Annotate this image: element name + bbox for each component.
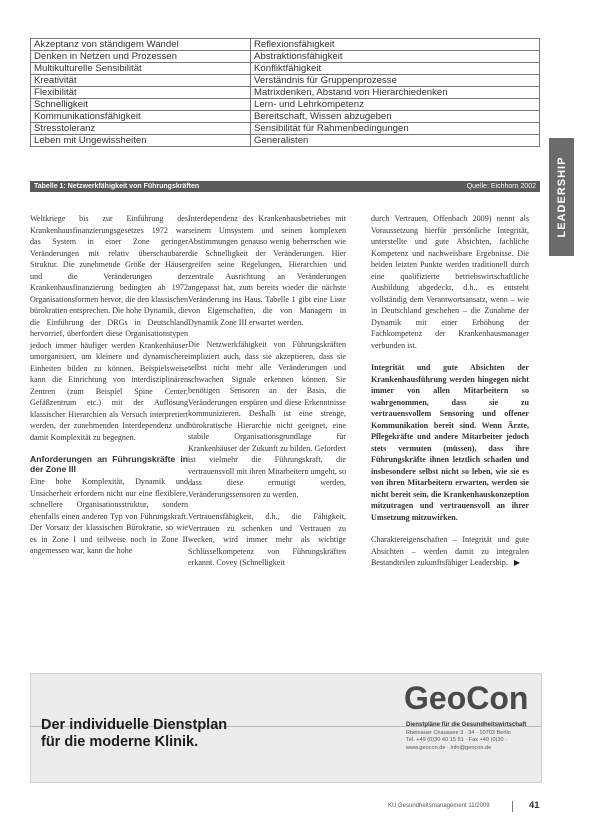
table-row [31, 135, 540, 147]
text-column-2 [188, 213, 346, 580]
table-row [31, 111, 540, 123]
table-caption: Tabelle 1: Netzwerkfähigkeit von Führungskräften [34, 183, 200, 190]
table-source: Quelle: Eichhorn 2002 [466, 183, 536, 190]
ad-address-line: Rheinauer Chaussee 3 · 34 · 10703 Berlin [406, 729, 511, 736]
ad-headline-line-1: Der individuelle Dienstplan [41, 717, 228, 733]
ad-phone-line: Tel. +49 (0)30 40 15 51 · Fax +49 (0)30 · [406, 737, 508, 743]
ad-web-line: www.geocon.de · info@geocon.de [406, 744, 492, 751]
table-cell-left: Multikulturelle Sensibilität [31, 63, 251, 75]
table-cell-left: Schnelligkeit [31, 99, 251, 111]
advertisement[interactable] [30, 673, 542, 783]
section-tab-label: LEADERSHIP [555, 156, 568, 238]
paragraph: Eine hohe Komplexität, Dynamik und Unsicherheit erfordern nicht nur eine flexiblere, schnellere Organisationsstruktur, sondern ebenfalls einen anderen Typ von Führungskraft. Der Vorsatz der klassischen Bürokratie, so wie es in Zone I und teilweise noch in Zone II angemessen war, kann die hohe [30, 477, 188, 555]
table-cell-left: Leben mit Ungewissheiten [31, 135, 251, 147]
table-cell-left: Stresstoleranz [31, 123, 251, 135]
paragraph: Interdependenz des Krankenhausbetriebes mit seinem Umsystem und seinen komplexen Abstimmungen genauso wenig beherrschen wie die Schnelligkeit der Veränderungen. Hier greifen seine Regelungen, Hierarchien und zentrale Ausrichtung an Veränderungen angepasst hat, zum bereits wieder die nächste Veränderung ins Haus. Tabelle 1 gibt eine Liste von Eigenschaften, die von Managern in Dynamik Zone III erwartet werden. [188, 214, 346, 327]
text-column-3 [371, 213, 529, 580]
table-cell-right: Bereitschaft, Wissen abzugeben [251, 111, 540, 123]
table-cell-right: Verständnis für Gruppenprozesse [251, 75, 540, 87]
table-cell-left: Kreativität [31, 75, 251, 87]
paragraph: Integrität und gute Absichten der Krankenhausführung werden hingegen nicht immer von allen Mitarbeitern so wahrgenommen, dass sie zu vertrauensvollem Sensoring und offener Kommunikation bereit sind. Wenn Ärzte, Pflegekräfte und andere Mitarbeiter jedoch stets vermuten (müssen), dass ihre Führungskräfte ihnen letztlich schaden und insbesondere selbst nicht so leben, wie sie es von ihren Mitarbeitern erwarten, werden sie nicht bereit sein, die Krankenhauskonzeption mitzutragen und vertrauensvoll an ihrer Umsetzung mitzuwirken. [371, 363, 529, 522]
paragraph-text: Charaktereigenschaften – Integrität und gute Absichten – werden damit zu integralen Bestandteilen zukunftsfähiger Leadership. [371, 535, 529, 567]
table-row [31, 39, 540, 51]
footer-publication: KU Gesundheitsmanagement 11/2009 [388, 803, 490, 809]
table-cell-left: Denken in Netzen und Prozessen [31, 51, 251, 63]
continue-arrow-icon: ▶ [513, 558, 521, 567]
table-cell-left: Akzeptanz von ständigem Wandel [31, 39, 251, 51]
table-cell-right: Reflexionsfähigkeit [251, 39, 540, 51]
logo-wordmark: GeoCon [404, 680, 529, 716]
paragraph: Weltkriege bis zur Einführung des Krankenhausfinanzierungsgesetzes 1972 war das System in einer Zone geringer Veränderungen mit relativ überschaubarer Struktur. Die zunehmende Größe der Häuser und die Veränderungen der Krankenhausfinanzierung bedingten ab 1972 Organisationsformen hervor, die den klassischen bürokratien entsprechen. Die hohe Dynamik, die die Einführung der DRGs in Deutschland hervorrief, überfordert diese Organisationstypen jedoch immer häufiger werden Krankenhäuser umorganisiert, um kleinere und dynamischere Einheiten bilden zu können. Beispielsweise kann die Einrichtung von interdisziplinären Zentren (zum Beispiel Spine Center, Gefäßzentrum etc.) mit der Auflösung klassischer Hierarchien als Versuch interpretiert werden, der zunehmenden Interdependenz und damit Komplexität zu begegnen. [30, 214, 188, 442]
section-tab [549, 138, 574, 256]
table-caption-bar [30, 181, 540, 192]
table-cell-left: Flexibilität [31, 87, 251, 99]
table-row [31, 123, 540, 135]
paragraph: Die Netzwerkfähigkeit von Führungskräften impliziert auch, dass sie akzeptieren, dass sie selbst nicht mehr alle Veränderungen und schwachen Signale erkennen können. Sie benötigen Sensoren an der Basis, die Veränderungen erspüren und diese Erkenntnisse kommunizieren. Deshalb ist eine strenge, bürokratische Hierarchie nicht geeignet, eine stabile Organisationsgrundlage für Krankenhäuser der Zukunft zu bilden. Gefordert ist vielmehr die Führungskraft, die vertrauensvoll mit ihren Mitarbeitern umgeht, so dass diese ermutigt werden, Veränderungssensoren zu werden. [188, 340, 346, 499]
ad-tagline: Dienstpläne für die Gesundheitswirtschaft [406, 722, 527, 728]
table-row [31, 99, 540, 111]
table-cell-right: Abstraktionsfähigkeit [251, 51, 540, 63]
paragraph: durch Vertrauen, Offenbach 2009) nennt als Voraussetzung hierfür persönliche Integrität, unterstellte und gute Absichten, fachliche Kompetenz und nachweisbare Ergebnisse. Die beiden letzten Punkte werden traditionell durch eine qualifizierte betriebswirtschaftliche Ausbildung abgedeckt, d.h., es entsteht vollständig dem Verantwortsansatz, wenn – wie in Deutschland geschehen – die Zunahme der Dynamik mit einer Erhöhung der Fachkompetenz der Krankenhausmanager verbunden ist. [371, 214, 529, 350]
table-cell-right: Generalisten [251, 135, 540, 147]
table-cell-right: Konfliktfähigkeit [251, 63, 540, 75]
table-cell-right: Matrixdenken, Abstand von Hierarchiedenken [251, 87, 540, 99]
ad-contact-info [406, 722, 538, 752]
table-row [31, 51, 540, 63]
ad-headline-line-2: für die moderne Klinik. [41, 734, 199, 750]
paragraph [371, 534, 529, 569]
table-cell-right: Lern- und Lehrkompetenz [251, 99, 540, 111]
text-column-1 [30, 213, 188, 568]
table-cell-left: Kommunikationsfähigkeit [31, 111, 251, 123]
geocon-logo [404, 679, 534, 719]
ad-headline [41, 717, 301, 751]
table-row [31, 75, 540, 87]
paragraph: Vertrauensfähigkeit, d.h., die Fähigkeit, Vertrauen zu schenken und Vertrauen zu wecken, wird immer mehr als wichtige Schlüsselkompetenz von Führungskräften erkannt. Covey (Schnelligkeit [188, 512, 346, 567]
page-number: 41 [529, 800, 540, 811]
subheading: Anforderungen an Führungskräfte in der Zone III [30, 454, 188, 474]
table-cell-right: Sensibilität für Rahmenbedingungen [251, 123, 540, 135]
table-row [31, 87, 540, 99]
table-row [31, 63, 540, 75]
footer-divider [512, 801, 513, 812]
competency-table [30, 38, 540, 147]
